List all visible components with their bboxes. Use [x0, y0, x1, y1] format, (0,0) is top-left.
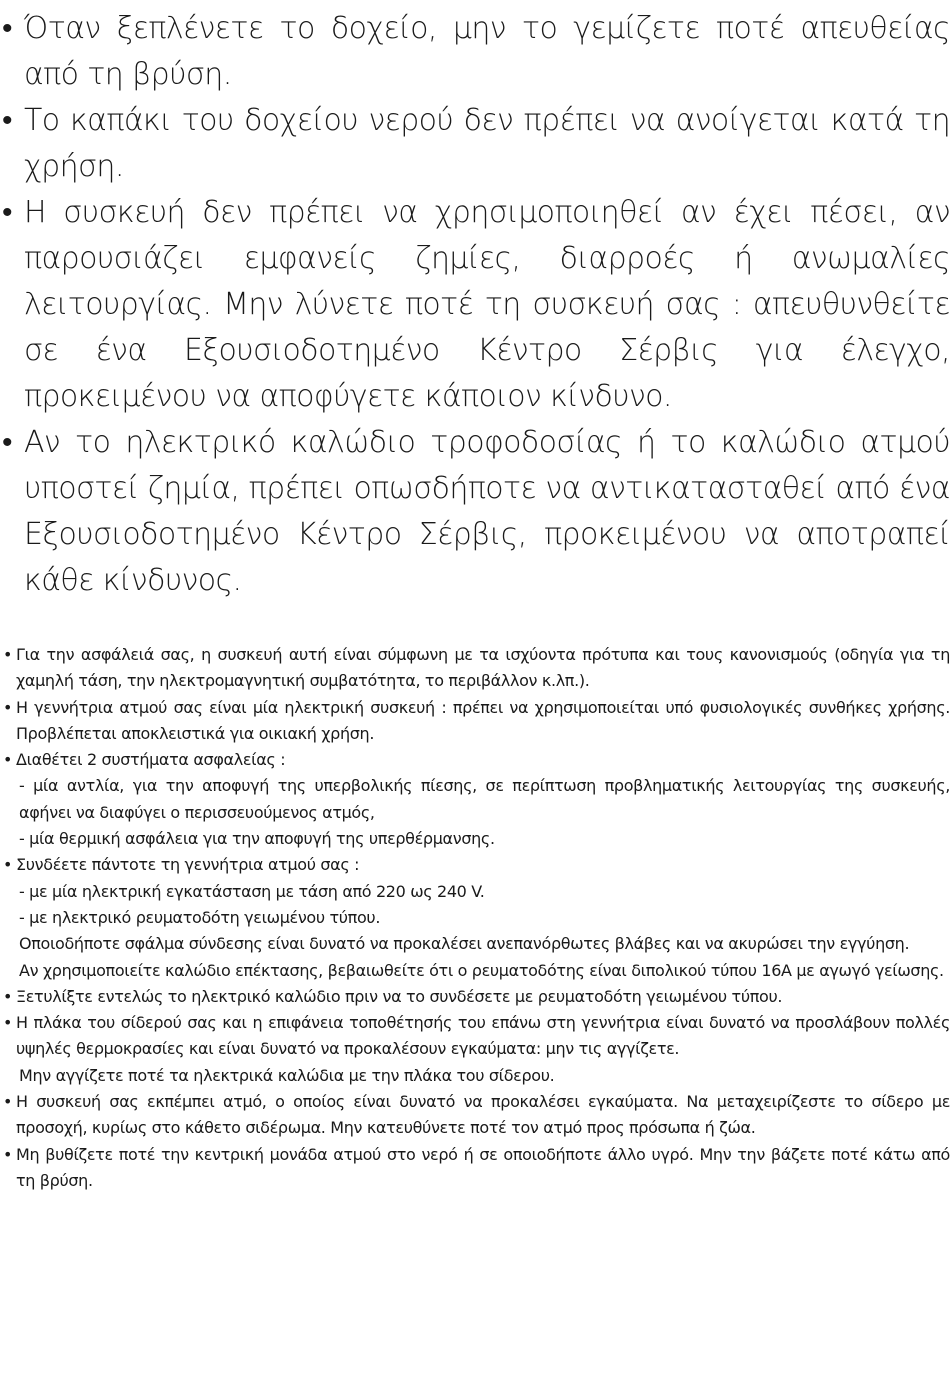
bullet: •	[3, 1144, 13, 1164]
instruction-text: Διαθέτει 2 συστήματα ασφαλείας :	[16, 750, 286, 770]
instruction-hot-soleplate	[0, 1010, 950, 1063]
bullet: •	[3, 697, 13, 717]
instruction-safety-standards	[0, 642, 950, 695]
sub-item-voltage: - με μία ηλεκτρική εγκατάσταση με τάση από 220 ως 240 V.	[19, 881, 485, 901]
instruction-text: Συνδέετε πάντοτε τη γεννήτρια ατμού σας :	[16, 855, 360, 875]
warning-damaged-cord	[0, 420, 950, 604]
sub-item-connection-warning: Οποιοδήποτε σφάλμα σύνδεσης είναι δυνατό να προκαλέσει ανεπανόρθωτες βλάβες και να ακυρώσει την εγγύηση.	[19, 934, 910, 954]
warning-text: Όταν ξεπλένετε το δοχείο, μην το γεμίζετε ποτέ απευθείας από τη βρύση.	[24, 11, 950, 92]
bullet: •	[3, 986, 13, 1006]
warning-text: Αν το ηλεκτρικό καλώδιο τροφοδοσίας ή το καλώδιο ατμού υποστεί ζημία, πρέπει οπωσδήποτε να αντικατασταθεί από ένα Εξουσιοδοτημένο Κέντρο Σέρβις, προκειμένου να αποτραπεί κάθε κίνδυνος.	[24, 425, 950, 598]
bullet: •	[2, 195, 12, 230]
sub-item-soleplate-cords: Μην αγγίζετε ποτέ τα ηλεκτρικά καλώδια με την πλάκα του σίδερου.	[19, 1065, 555, 1085]
warning-tank-cap	[0, 98, 950, 190]
instruction-text: Η συσκευή σας εκπέμπει ατμό, ο οποίος είναι δυνατό να προκαλέσει εγκαύματα. Να μεταχειρίζεστε το σίδερο με προσοχή, κυρίως στο κάθετο σιδέρωμα. Μην κατευθύνετε ποτέ τον ατμό προς πρόσωπα ή ζώα.	[16, 1092, 950, 1138]
sub-item-thermal-fuse: - μία θερμική ασφάλεια για την αποφυγή της υπερθέρμανσης.	[19, 829, 495, 849]
bullet: •	[3, 750, 13, 770]
instruction-no-immersion	[0, 1142, 950, 1195]
instruction-unwind-cord	[0, 984, 950, 1010]
sub-item-pressure-valve: - μία αντλία, για την αποφυγή της υπερβολικής πίεσης, σε περίπτωση προβληματικής λειτουργίας της συσκευής, αφήνει να διαφύγει ο περισσευούμενος ατμός,	[19, 776, 950, 822]
warning-text: Η συσκευή δεν πρέπει να χρησιμοποιηθεί αν έχει πέσει, αν παρουσιάζει εμφανείς ζημίες, διαρροές ή ανωμαλίες λειτουργίας. Μην λύνετε ποτέ τη συσκευή σας : απευθυνθείτε σε ένα Εξουσιοδοτημένο Κέντρο Σέρβις για έλεγχο, προκειμένου να αποφύγετε κάποιον κίνδυνο.	[24, 195, 950, 414]
warning-tank-filling	[0, 6, 950, 98]
bullet: •	[2, 11, 12, 46]
instruction-connection	[0, 852, 950, 878]
safety-instructions	[0, 642, 950, 1194]
large-print-warnings	[0, 6, 950, 604]
instruction-household-use	[0, 695, 950, 748]
instruction-text: Για την ασφάλειά σας, η συσκευή αυτή είναι σύμφωνη με τα ισχύοντα πρότυπα και τους κανονισμούς (οδηγία για τη χαμηλή τάση, την ηλεκτρομαγνητική συμβατότητα, το περιβάλλον κ.λπ.).	[16, 645, 950, 691]
warning-text: Το καπάκι του δοχείου νερού δεν πρέπει να ανοίγεται κατά τη χρήση.	[24, 103, 950, 184]
instruction-text: Μη βυθίζετε ποτέ την κεντρική μονάδα ατμού στο νερό ή σε οποιοδήποτε άλλο υγρό. Μην την βάζετε ποτέ κάτω από τη βρύση.	[16, 1144, 950, 1190]
sub-item-extension-cord: Αν χρησιμοποιείτε καλώδιο επέκτασης, βεβαιωθείτε ότι ο ρευματοδότης είναι διπολικού τύπου 16A με αγωγό γείωσης.	[19, 960, 944, 980]
instruction-steam-burns	[0, 1089, 950, 1142]
bullet: •	[2, 425, 12, 460]
warning-damaged-appliance	[0, 190, 950, 420]
bullet: •	[2, 103, 12, 138]
instruction-text: Η πλάκα του σίδερού σας και η επιφάνεια τοποθέτησής του επάνω στη γεννήτρια είναι δυνατό να προσλάβουν πολλές υψηλές θερμοκρασίες και είναι δυνατό να προκαλέσουν εγκαύματα: μην τις αγγίζετε.	[16, 1013, 950, 1059]
bullet: •	[3, 645, 13, 664]
bullet: •	[3, 1092, 13, 1112]
instruction-safety-systems	[0, 747, 950, 773]
sub-item-earthed-socket: - με ηλεκτρικό ρευματοδότη γειωμένου τύπου.	[19, 907, 381, 927]
bullet: •	[3, 855, 13, 875]
bullet: •	[3, 1013, 13, 1033]
instruction-text: Η γεννήτρια ατμού σας είναι μία ηλεκτρική συσκευή : πρέπει να χρησιμοποιείται υπό φυσιολογικές συνθήκες χρήσης. Προβλέπεται αποκλειστικά για οικιακή χρήση.	[16, 697, 950, 743]
instruction-text: Ξετυλίξτε εντελώς το ηλεκτρικό καλώδιο πριν να το συνδέσετε με ρευματοδότη γειωμένου τύπου.	[16, 986, 783, 1006]
